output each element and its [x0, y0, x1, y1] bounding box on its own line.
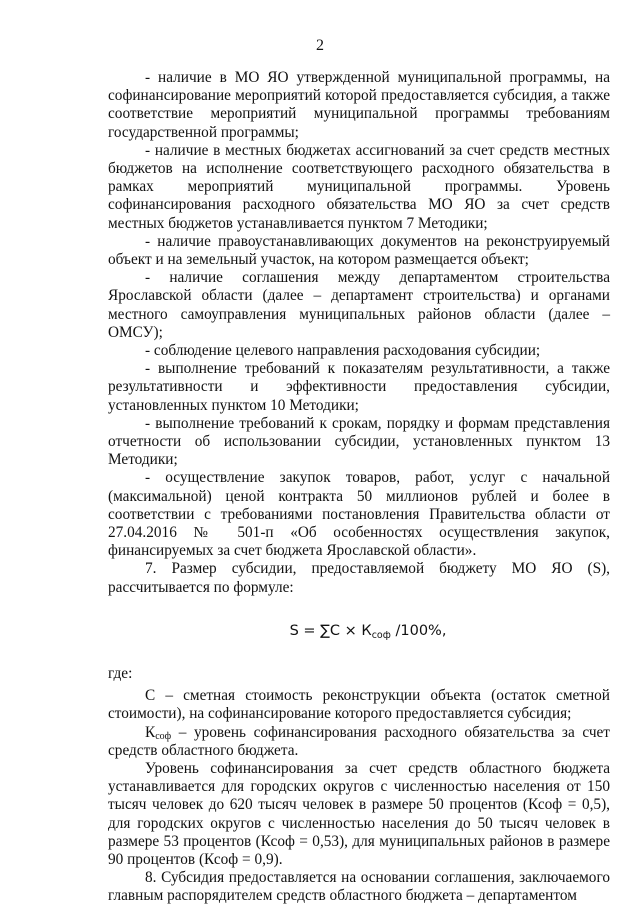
- paragraph-point-8: 8. Субсидия предоставляется на основании соглашения, заключаемого главным распорядителем средств областного бюджета – департаментом: [108, 869, 610, 905]
- condition-item: - наличие в МО ЯО утвержденной муниципальной программы, на софинансирование мероприятий которой предоставляется субсидия, а также соответствие мероприятий муниципальной программы требованиям государственной программы;: [108, 69, 610, 141]
- formula-sum: ∑C × К: [320, 622, 372, 639]
- condition-item: - наличие правоустанавливающих документов на реконструируемый объект и на земельный участок, на котором размещается объект;: [108, 232, 610, 269]
- formula-lhs: S =: [289, 622, 321, 639]
- definition-c: С – сметная стоимость реконструкции объекта (остаток сметной стоимости), на софинансирование которого предоставляется субсидия;: [108, 687, 610, 723]
- page-number: 2: [316, 37, 324, 54]
- condition-item: - выполнение требований к срокам, порядку и формам представления отчетности об использовании субсидии, установленных пунктом 13 Методики;: [108, 414, 610, 469]
- paragraph-point-7: 7. Размер субсидии, предоставляемой бюджету МО ЯО (S), рассчитывается по формуле:: [108, 560, 610, 596]
- definition-k-symbol: К: [145, 723, 156, 741]
- formula-subscript: соф: [371, 629, 391, 641]
- condition-item: - осуществление закупок товаров, работ, услуг с начальной (максимальной) ценой контракта 50 миллионов рублей и более в соответствии с требованиями постановления Правительства области от 27.04.2016 № 501-п «Об особенностях осуществления закупок, финансируемых за счет бюджета Ярославской области».: [108, 469, 610, 560]
- condition-item: - соблюдение целевого направления расходования субсидии;: [145, 342, 541, 360]
- subsidy-formula: [108, 619, 610, 643]
- cofinancing-level-paragraph: Уровень софинансирования за счет средств областного бюджета устанавливается для городских округов с численностью населения от 150 тысяч человек до 620 тысяч человек в размере 50 процентов (Ксоф = 0,5), для городских округов с численностью населения до 50 тысяч человек в размере 53 процентов (Ксоф = 0,53), для муниципальных районов в размере 90 процентов (Ксоф = 0,9).: [108, 759, 610, 868]
- formula-tail: /100%,: [390, 622, 447, 639]
- definition-k-text: – уровень софинансирования расходного обязательства за счет средств областного бюджета.: [108, 723, 610, 759]
- condition-item: - наличие соглашения между департаментом строительства Ярославской области (далее – департамент строительства) и органами местного самоуправления муниципальных районов области (далее – ОМСУ);: [108, 269, 610, 341]
- condition-item: - наличие в местных бюджетах ассигнований за счет средств местных бюджетов на исполнение соответствующего расходного обязательства в рамках мероприятий муниципальной программы. Уровень софинансирования расходного обязательства МО ЯО за счет средств местных бюджетов устанавливается пунктом 7 Методики;: [108, 141, 610, 232]
- condition-item: - выполнение требований к показателям результативности, а также результативности и эффективности предоставления субсидии, установленных пунктом 10 Методики;: [108, 360, 610, 414]
- where-label: где:: [108, 664, 133, 682]
- document-body: [108, 69, 610, 906]
- definition-k-subscript: соф: [155, 730, 172, 742]
- definition-k: [108, 724, 610, 760]
